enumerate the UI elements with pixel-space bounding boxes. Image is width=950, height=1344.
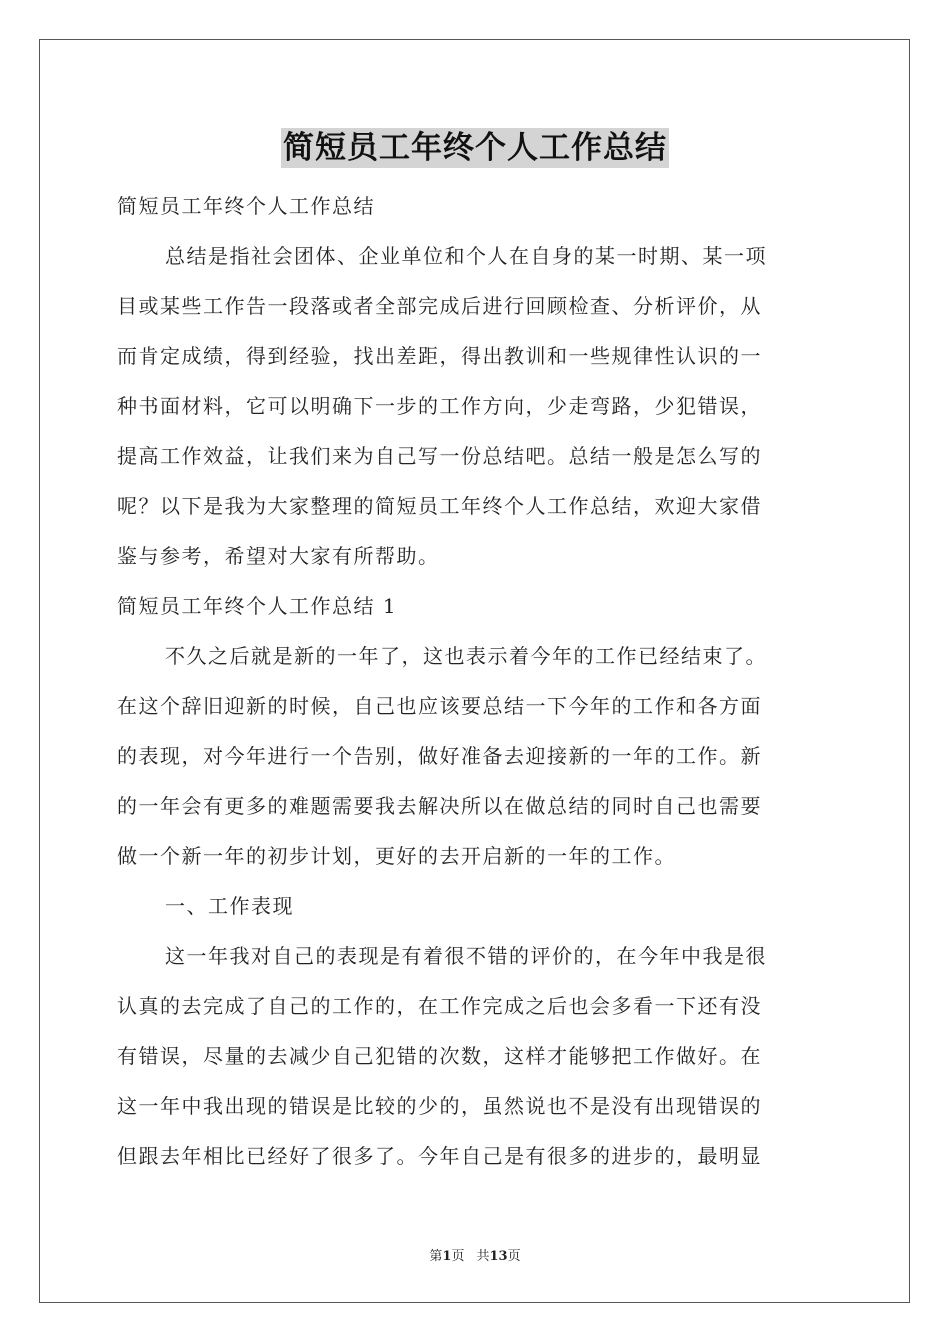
text-line: 简短员工年终个人工作总结 — [117, 194, 375, 218]
document-body — [117, 181, 833, 1181]
text-line: 有错误，尽量的去减少自己犯错的次数，这样才能够把工作做好。在 — [117, 1044, 762, 1068]
total-pages: 13 — [489, 1249, 508, 1264]
text-line: 提高工作效益，让我们来为自己写一份总结吧。总结一般是怎么写的 — [117, 444, 762, 468]
text-line: 呢？以下是我为大家整理的简短员工年终个人工作总结，欢迎大家借 — [117, 494, 762, 518]
page-number: 1 — [442, 1249, 452, 1264]
text-line: 做一个新一年的初步计划，更好的去开启新的一年的工作。 — [117, 844, 676, 868]
text-line: 简短员工年终个人工作总结 1 — [117, 594, 398, 618]
text-line: 鉴与参考，希望对大家有所帮助。 — [117, 544, 440, 568]
text-line: 的一年会有更多的难题需要我去解决所以在做总结的同时自己也需要 — [117, 794, 762, 818]
text-line: 不久之后就是新的一年了，这也表示着今年的工作已经结束了。 — [165, 644, 767, 668]
text-line: 这一年我对自己的表现是有着很不错的评价的，在今年中我是很 — [165, 944, 767, 968]
text-line: 这一年中我出现的错误是比较的少的，虽然说也不是没有出现错误的 — [117, 1094, 762, 1118]
text-line: 一、工作表现 — [165, 894, 294, 918]
page-footer — [0, 1249, 950, 1265]
text-line: 目或某些工作告一段落或者全部完成后进行回顾检查、分析评价，从 — [117, 294, 762, 318]
page-prefix: 第 — [429, 1249, 443, 1264]
text-line: 在这个辞旧迎新的时候，自己也应该要总结一下今年的工作和各方面 — [117, 694, 762, 718]
document-title: 简短员工年终个人工作总结 — [283, 130, 667, 166]
title-container — [0, 128, 950, 168]
text-line: 的表现，对今年进行一个告别，做好准备去迎接新的一年的工作。新 — [117, 744, 762, 768]
text-line: 认真的去完成了自己的工作的，在工作完成之后也会多看一下还有没 — [117, 994, 762, 1018]
total-suffix: 页 — [507, 1249, 521, 1264]
text-line: 但跟去年相比已经好了很多了。今年自己是有很多的进步的，最明显 — [117, 1144, 762, 1168]
page-suffix: 页 — [451, 1249, 465, 1264]
total-prefix: 共 — [476, 1249, 490, 1264]
text-line: 而肯定成绩，得到经验，找出差距，得出教训和一些规律性认识的一 — [117, 344, 762, 368]
text-line: 总结是指社会团体、企业单位和个人在自身的某一时期、某一项 — [165, 244, 767, 268]
text-line: 种书面材料，它可以明确下一步的工作方向，少走弯路，少犯错误， — [117, 394, 762, 418]
